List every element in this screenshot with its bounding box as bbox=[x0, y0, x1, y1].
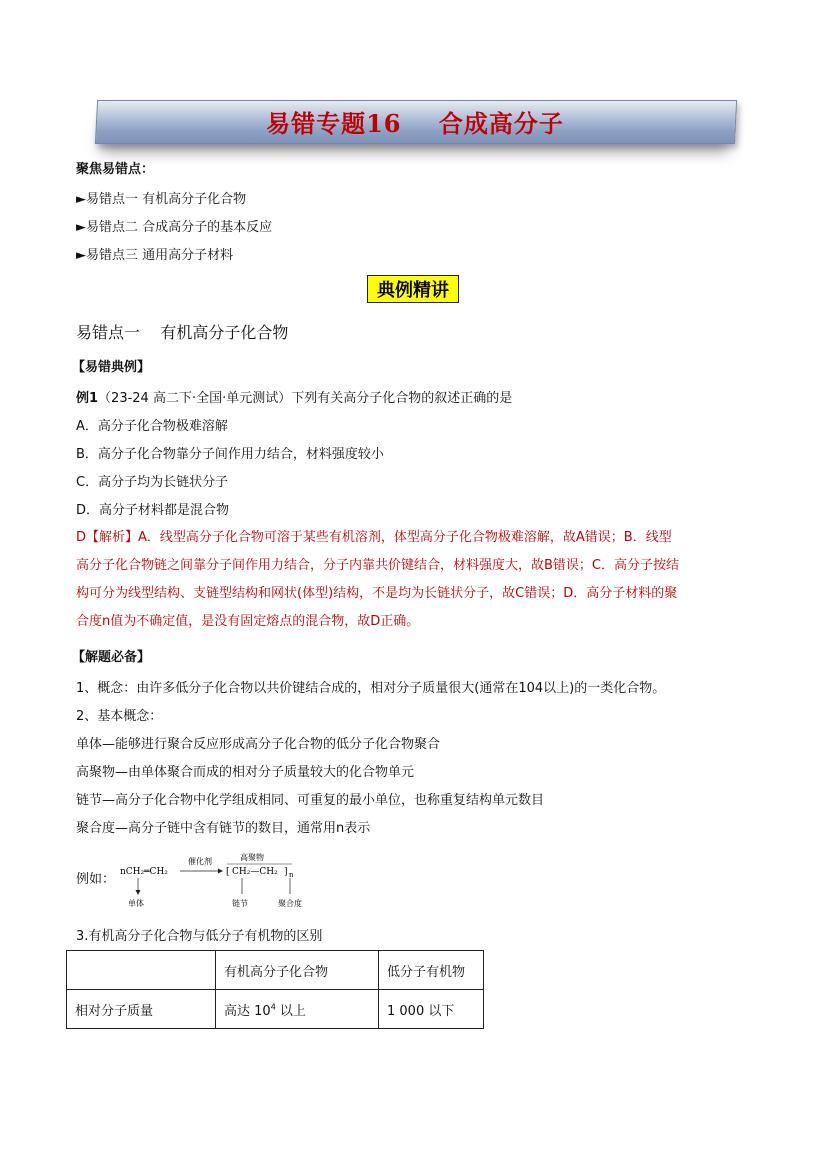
table-row bbox=[67, 990, 484, 1029]
header-cell-high: 有机高分子化合物 bbox=[216, 951, 379, 990]
essential-line-6: 聚合度—高分子链中含有链节的数目，通常用n表示 bbox=[76, 821, 371, 836]
essential-line-2: 2、基本概念： bbox=[76, 709, 163, 724]
focus-item-2: ►易错点二 合成高分子的基本反应 bbox=[76, 220, 273, 235]
arrow-head bbox=[218, 869, 223, 874]
high-exponent: 4 bbox=[270, 1002, 276, 1012]
answer-line-2: 高分子化合物链之间靠分子间作用力结合，分子内靠共价键结合，材料强度大，故B错误；C．高分子按结 bbox=[76, 558, 679, 573]
option-c: C．高分子均为长链状分子 bbox=[76, 475, 229, 490]
degree-label: 聚合度 bbox=[278, 899, 302, 908]
answer-line-4: 合度n值为不确定值，是没有固定熔点的混合物，故D正确。 bbox=[76, 614, 420, 629]
row-low-value: 1 000 以下 bbox=[379, 990, 484, 1029]
answer-line-1: D【解析】A．线型高分子化合物可溶于某些有机溶剂，体型高分子化合物极难溶解，故A错误；B．线型 bbox=[76, 530, 672, 545]
row-label: 相对分子质量 bbox=[67, 990, 216, 1029]
essential-line-3: 单体—能够进行聚合反应形成高分子化合物的低分子化合物聚合 bbox=[76, 737, 441, 752]
essential-line-5: 链节—高分子化合物中化学组成相同、可重复的最小单位，也称重复结构单元数目 bbox=[76, 793, 545, 808]
high-tail: 以上 bbox=[275, 1003, 306, 1019]
product-label: 高聚物 bbox=[240, 853, 264, 862]
option-d: D．高分子材料都是混合物 bbox=[76, 503, 230, 518]
example-tag: 【易错典例】 bbox=[72, 360, 151, 375]
table-heading: 3.有机高分子化合物与低分子有机物的区别 bbox=[76, 929, 323, 944]
table-header-row bbox=[67, 951, 484, 990]
bracket-left: [ bbox=[226, 867, 230, 877]
question-label: 例1 bbox=[76, 391, 99, 406]
monomer-label: 单体 bbox=[128, 899, 144, 908]
focus-heading: 聚焦易错点： bbox=[76, 162, 155, 177]
reactant-formula: nCH₂═CH₂ bbox=[120, 867, 168, 877]
option-b: B．高分子化合物靠分子间作用力结合，材料强度较小 bbox=[76, 447, 384, 462]
answer-line-3: 构可分为线型结构、支链型结构和网状(体型)结构，不是均为长链状分子，故C错误；D．高分子材料的聚 bbox=[76, 586, 678, 601]
row-high-value bbox=[216, 990, 379, 1029]
product-formula: CH₂—CH₂ bbox=[232, 867, 278, 877]
answer-explanation bbox=[76, 524, 752, 636]
option-a: A．高分子化合物极难溶解 bbox=[76, 419, 228, 434]
example-label: 例如： bbox=[76, 872, 116, 887]
section-heading: 易错点一 有机高分子化合物 bbox=[76, 323, 289, 342]
question-line bbox=[76, 387, 512, 406]
focus-item-3: ►易错点三 通用高分子材料 bbox=[76, 248, 234, 263]
question-text: （23-24 高二下·全国·单元测试）下列有关高分子化合物的叙述正确的是 bbox=[98, 391, 513, 406]
high-base: 高达 10 bbox=[224, 1003, 271, 1019]
section-badge: 典例精讲 bbox=[367, 275, 459, 303]
focus-item-1: ►易错点一 有机高分子化合物 bbox=[76, 192, 247, 207]
chain-unit-label: 链节 bbox=[232, 899, 248, 908]
bracket-right: ] bbox=[284, 867, 288, 877]
header-cell-low: 低分子有机物 bbox=[379, 951, 484, 990]
essential-line-1: 1、概念：由许多低分子化合物以共价键结合成的，相对分子质量很大(通常在104以上)的一类化合物。 bbox=[76, 681, 666, 696]
comparison-table bbox=[66, 950, 484, 1029]
catalyst-label: 催化剂 bbox=[188, 857, 212, 866]
header-cell-empty bbox=[67, 951, 216, 990]
page-title: 易错专题16 合成高分子 bbox=[266, 108, 564, 138]
essentials-tag: 【解题必备】 bbox=[72, 650, 151, 665]
polymerization-equation bbox=[118, 848, 318, 912]
monomer-pointer-head bbox=[136, 890, 141, 895]
product-subscript: n bbox=[289, 871, 294, 879]
essential-line-4: 高聚物—由单体聚合而成的相对分子质量较大的化合物单元 bbox=[76, 765, 415, 780]
